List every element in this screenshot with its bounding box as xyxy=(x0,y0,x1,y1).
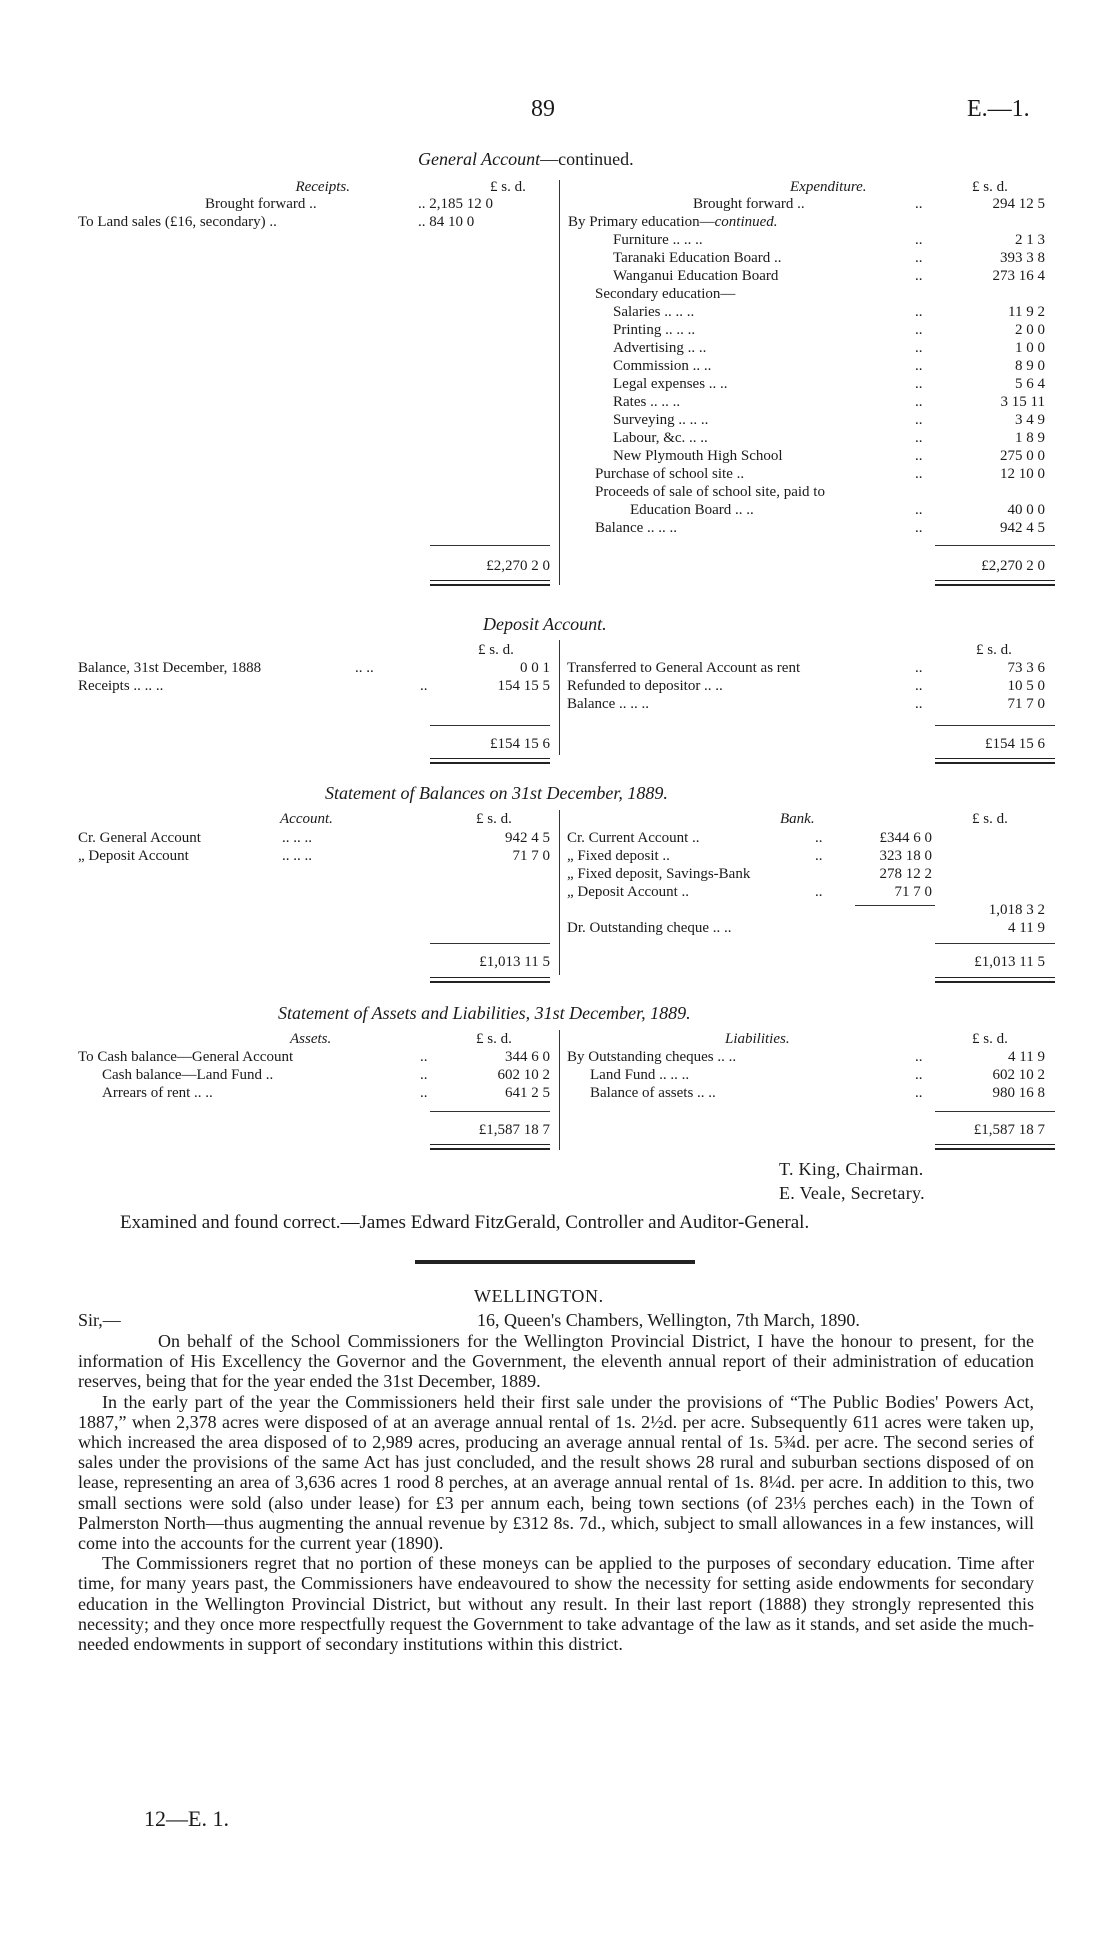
general-divider xyxy=(559,180,560,585)
amount: 3 4 9 xyxy=(1015,412,1045,428)
amount: 8 9 0 xyxy=(1015,358,1045,374)
exp-row: Advertising .. .. xyxy=(613,340,707,356)
exp-row: Education Board .. .. xyxy=(630,502,754,518)
dots: .. xyxy=(915,412,923,428)
assets-dbl-left xyxy=(430,1144,550,1150)
salutation: Sir,— xyxy=(78,1310,121,1330)
deposit-exp: Balance .. .. .. xyxy=(567,696,650,712)
amount: 942 4 5 xyxy=(505,830,550,846)
amount: 4 11 9 xyxy=(1008,1049,1045,1065)
bank-row: „ Fixed deposit .. xyxy=(567,848,670,864)
dots: .. xyxy=(915,358,923,374)
amount: 323 18 0 xyxy=(879,848,932,864)
general-dbl-left xyxy=(430,580,550,586)
amount: 71 7 0 xyxy=(512,848,550,864)
assets-total-right: £1,587 18 7 xyxy=(973,1122,1045,1138)
dots: .. xyxy=(915,340,923,356)
exp-row: By Primary education—continued. xyxy=(568,214,778,230)
deposit-receipt: Receipts .. .. .. xyxy=(78,678,164,694)
paragraph-3: The Commissioners regret that no portion of these moneys can be applied to the purposes of secondary education. Time after time, for many years past, the Commissioners have endeavoured to show the necessity for setting aside endowments for secondary education in the Wellington Provincial District, but without any result. In their last report (1888) they strongly represented this necessity; and they once more respectfully request the Government to take advantage of the law as it stands, and set aside the much-needed endowments in support of secondary institutions within this district. xyxy=(78,1553,1034,1655)
general-total-rule-right xyxy=(935,545,1055,546)
page-number: 89 xyxy=(531,96,555,122)
amount: 0 0 1 xyxy=(520,660,550,676)
balances-rule-right xyxy=(935,943,1055,944)
wellington-heading: WELLINGTON. xyxy=(474,1286,604,1306)
dots: .. xyxy=(915,1067,923,1083)
assets-title: Statement of Assets and Liabilities, 31st December, 1889. xyxy=(278,1003,691,1023)
dots: .. xyxy=(915,376,923,392)
deposit-exp: Refunded to depositor .. .. xyxy=(567,678,723,694)
exp-row: Wanganui Education Board xyxy=(613,268,779,284)
dots: .. xyxy=(915,250,923,266)
balances-total-left: £1,013 11 5 xyxy=(479,954,550,970)
exp-row: Proceeds of sale of school site, paid to xyxy=(595,484,825,500)
amount: 273 16 4 xyxy=(992,268,1045,284)
general-total-right: £2,270 2 0 xyxy=(981,558,1045,574)
general-account-title: General Account—continued. xyxy=(418,149,634,169)
bank-row: Cr. Current Account .. xyxy=(567,830,700,846)
balances-total-right: £1,013 11 5 xyxy=(974,954,1045,970)
amount: 294 12 5 xyxy=(992,196,1045,212)
signature-chairman: T. King, Chairman. xyxy=(779,1159,924,1179)
deposit-rule-left xyxy=(430,725,550,726)
bank-heading: Bank. xyxy=(780,811,815,827)
dots: .. xyxy=(915,1049,923,1065)
asset-row: Arrears of rent .. .. xyxy=(102,1085,213,1101)
amount: 71 7 0 xyxy=(894,884,932,900)
dots: .. xyxy=(420,1085,428,1101)
document-ref: E.—1. xyxy=(967,96,1030,122)
amount: 154 15 5 xyxy=(497,678,550,694)
amount: 278 12 2 xyxy=(879,866,932,882)
dots: .. xyxy=(420,1049,428,1065)
amount: 40 0 0 xyxy=(1007,502,1045,518)
balances-lsd-left: £ s. d. xyxy=(476,811,512,827)
section-divider xyxy=(415,1260,695,1264)
assets-dbl-right xyxy=(935,1144,1055,1150)
amount: 980 16 8 xyxy=(992,1085,1045,1101)
exp-row: Rates .. .. .. xyxy=(613,394,681,410)
amount: 1 0 0 xyxy=(1015,340,1045,356)
general-total-rule-left xyxy=(430,545,550,546)
amount: 71 7 0 xyxy=(1007,696,1045,712)
receipts-heading: Receipts. xyxy=(295,179,350,195)
balances-rule-left xyxy=(430,943,550,944)
deposit-exp: Transferred to General Account as rent xyxy=(567,660,801,676)
exp-row: Labour, &c. .. .. xyxy=(613,430,708,446)
amount: 5 6 4 xyxy=(1015,376,1045,392)
dots: .. xyxy=(915,304,923,320)
amount: 641 2 5 xyxy=(505,1085,550,1101)
exp-row: Balance .. .. .. xyxy=(595,520,678,536)
dots: .. xyxy=(915,196,923,212)
asset-row: To Cash balance—General Account xyxy=(78,1049,294,1065)
deposit-divider xyxy=(559,640,560,755)
amount: 3 15 11 xyxy=(1000,394,1045,410)
dots: .. xyxy=(915,448,923,464)
lsd-right: £ s. d. xyxy=(972,179,1008,195)
exp-row: Purchase of school site .. xyxy=(595,466,745,482)
bank-subtotal-rule xyxy=(855,905,935,906)
account-row: „ Deposit Account xyxy=(78,848,189,864)
general-receipt-1: Brought forward .. xyxy=(205,196,317,212)
amount: 1 8 9 xyxy=(1015,430,1045,446)
dots: .. xyxy=(815,884,823,900)
dots: .. xyxy=(915,466,923,482)
expenditure-heading: Expenditure. xyxy=(790,179,867,195)
amount: 275 0 0 xyxy=(1000,448,1045,464)
dots: .. xyxy=(915,268,923,284)
letter-address: 16, Queen's Chambers, Wellington, 7th March, 1890. xyxy=(477,1310,860,1330)
auditor-statement: Examined and found correct.—James Edward FitzGerald, Controller and Auditor-General. xyxy=(120,1212,810,1233)
dots: .. xyxy=(915,660,923,676)
assets-lsd-left: £ s. d. xyxy=(476,1031,512,1047)
liability-row: Balance of assets .. .. xyxy=(590,1085,716,1101)
amount: 602 10 2 xyxy=(992,1067,1045,1083)
amount: 344 6 0 xyxy=(505,1049,550,1065)
account-heading: Account. xyxy=(280,811,333,827)
exp-row: Salaries .. .. .. xyxy=(613,304,695,320)
signature-secretary: E. Veale, Secretary. xyxy=(779,1183,925,1203)
outstanding-amt: 4 11 9 xyxy=(1008,920,1045,936)
assets-rule-right xyxy=(935,1111,1055,1112)
deposit-total-left: £154 15 6 xyxy=(490,736,550,752)
assets-rule-left xyxy=(430,1111,550,1112)
bank-sum: 1,018 3 2 xyxy=(988,902,1045,918)
asset-row: Cash balance—Land Fund .. xyxy=(102,1067,274,1083)
deposit-lsd-right: £ s. d. xyxy=(976,642,1012,658)
amount: 2 1 3 xyxy=(1015,232,1045,248)
general-total-left: £2,270 2 0 xyxy=(486,558,550,574)
exp-row: Surveying .. .. .. xyxy=(613,412,709,428)
liability-row: By Outstanding cheques .. .. xyxy=(567,1049,737,1065)
deposit-title: Deposit Account. xyxy=(483,614,607,634)
outstanding-cheque: Dr. Outstanding cheque .. .. xyxy=(567,920,732,936)
amount: £344 6 0 xyxy=(879,830,932,846)
deposit-dbl-right xyxy=(935,758,1055,764)
exp-row: Taranaki Education Board .. xyxy=(613,250,782,266)
amount: 10 5 0 xyxy=(1007,678,1045,694)
bank-row: „ Fixed deposit, Savings-Bank xyxy=(567,866,751,882)
amount: 73 3 6 xyxy=(1007,660,1045,676)
balances-dbl-left xyxy=(430,977,550,983)
dots: .. xyxy=(915,696,923,712)
dots: .. xyxy=(915,1085,923,1101)
dots: .. .. xyxy=(355,660,374,676)
deposit-rule-right xyxy=(935,725,1055,726)
deposit-dbl-left xyxy=(430,758,550,764)
general-receipt-1-amt: .. 2,185 12 0 xyxy=(418,196,493,212)
account-row: Cr. General Account xyxy=(78,830,201,846)
paragraph-2: In the early part of the year the Commissioners held their first sale under the provisions of “The Public Bodies' Powers Act, 1887,” when 2,378 acres were disposed of at an average annual rental of 1s. 2½d. per acre. Subsequently 611 acres were taken up, which increased the area disposed of to 2,989 acres, producing an average annual rental of 1s. 5¾d. per acre. The second series of sales under the provisions of the same Act has just concluded, and the result shows 28 rural and suburban sections disposed of on lease, representing an area of 3,636 acres 1 rood 8 perches, at an average annual rental of 1s. 8¼d. per acre. In addition to this, two small sections were sold (also under lease) for £3 per annum each, being town sections (of 23⅓ perches each) in the Town of Palmerston North—thus augmenting the annual revenue by £312 8s. 7d., which, subject to small allowances in a few instances, will come into the accounts for the current year (1890). xyxy=(78,1391,1034,1554)
general-receipt-2-amt: .. 84 10 0 xyxy=(418,214,475,230)
amount: 11 9 2 xyxy=(1008,304,1045,320)
deposit-lsd-left: £ s. d. xyxy=(478,642,514,658)
amount: 12 10 0 xyxy=(1000,466,1045,482)
dots: .. xyxy=(815,830,823,846)
dots: .. xyxy=(915,232,923,248)
general-receipt-2: To Land sales (£16, secondary) .. xyxy=(78,214,277,230)
assets-total-left: £1,587 18 7 xyxy=(478,1122,550,1138)
assets-heading: Assets. xyxy=(290,1031,332,1047)
dots: .. xyxy=(420,1067,428,1083)
liability-row: Land Fund .. .. .. xyxy=(590,1067,690,1083)
dots: .. xyxy=(815,848,823,864)
lsd-left: £ s. d. xyxy=(490,179,526,195)
exp-row: Printing .. .. .. xyxy=(613,322,696,338)
exp-row: Legal expenses .. .. xyxy=(613,376,728,392)
balances-dbl-right xyxy=(935,977,1055,983)
general-dbl-right xyxy=(935,580,1055,586)
bank-row: „ Deposit Account .. xyxy=(567,884,690,900)
assets-lsd-right: £ s. d. xyxy=(972,1031,1008,1047)
exp-row: New Plymouth High School xyxy=(613,448,783,464)
page-footer-ref: 12—E. 1. xyxy=(144,1806,229,1831)
dots: .. xyxy=(915,394,923,410)
dots: .. .. .. xyxy=(282,848,312,864)
letter-body xyxy=(78,1331,1034,1654)
dots: .. xyxy=(420,678,428,694)
dots: .. xyxy=(915,520,923,536)
deposit-total-right: £154 15 6 xyxy=(985,736,1045,752)
dots: .. xyxy=(915,502,923,518)
liabilities-heading: Liabilities. xyxy=(725,1031,790,1047)
paragraph-1: On behalf of the School Commissioners for the Wellington Provincial District, I have the honour to present, for the information of His Excellency the Governor and the Government, the eleventh annual report of their administration of education reserves, being that for the year ended the 31st December, 1889. xyxy=(78,1331,1034,1392)
amount: 393 3 8 xyxy=(1000,250,1045,266)
deposit-receipt: Balance, 31st December, 1888 xyxy=(78,660,262,676)
exp-row: Brought forward .. xyxy=(693,196,805,212)
dots: .. xyxy=(915,430,923,446)
exp-row: Commission .. .. xyxy=(613,358,712,374)
balances-divider xyxy=(559,810,560,975)
exp-row: Furniture .. .. .. xyxy=(613,232,703,248)
amount: 602 10 2 xyxy=(497,1067,550,1083)
balances-lsd-right: £ s. d. xyxy=(972,811,1008,827)
dots: .. xyxy=(915,322,923,338)
dots: .. xyxy=(915,678,923,694)
balances-title: Statement of Balances on 31st December, 1889. xyxy=(325,783,668,803)
amount: 2 0 0 xyxy=(1015,322,1045,338)
amount: 942 4 5 xyxy=(1000,520,1045,536)
exp-row: Secondary education— xyxy=(595,286,736,302)
assets-divider xyxy=(559,1030,560,1150)
dots: .. .. .. xyxy=(282,830,312,846)
